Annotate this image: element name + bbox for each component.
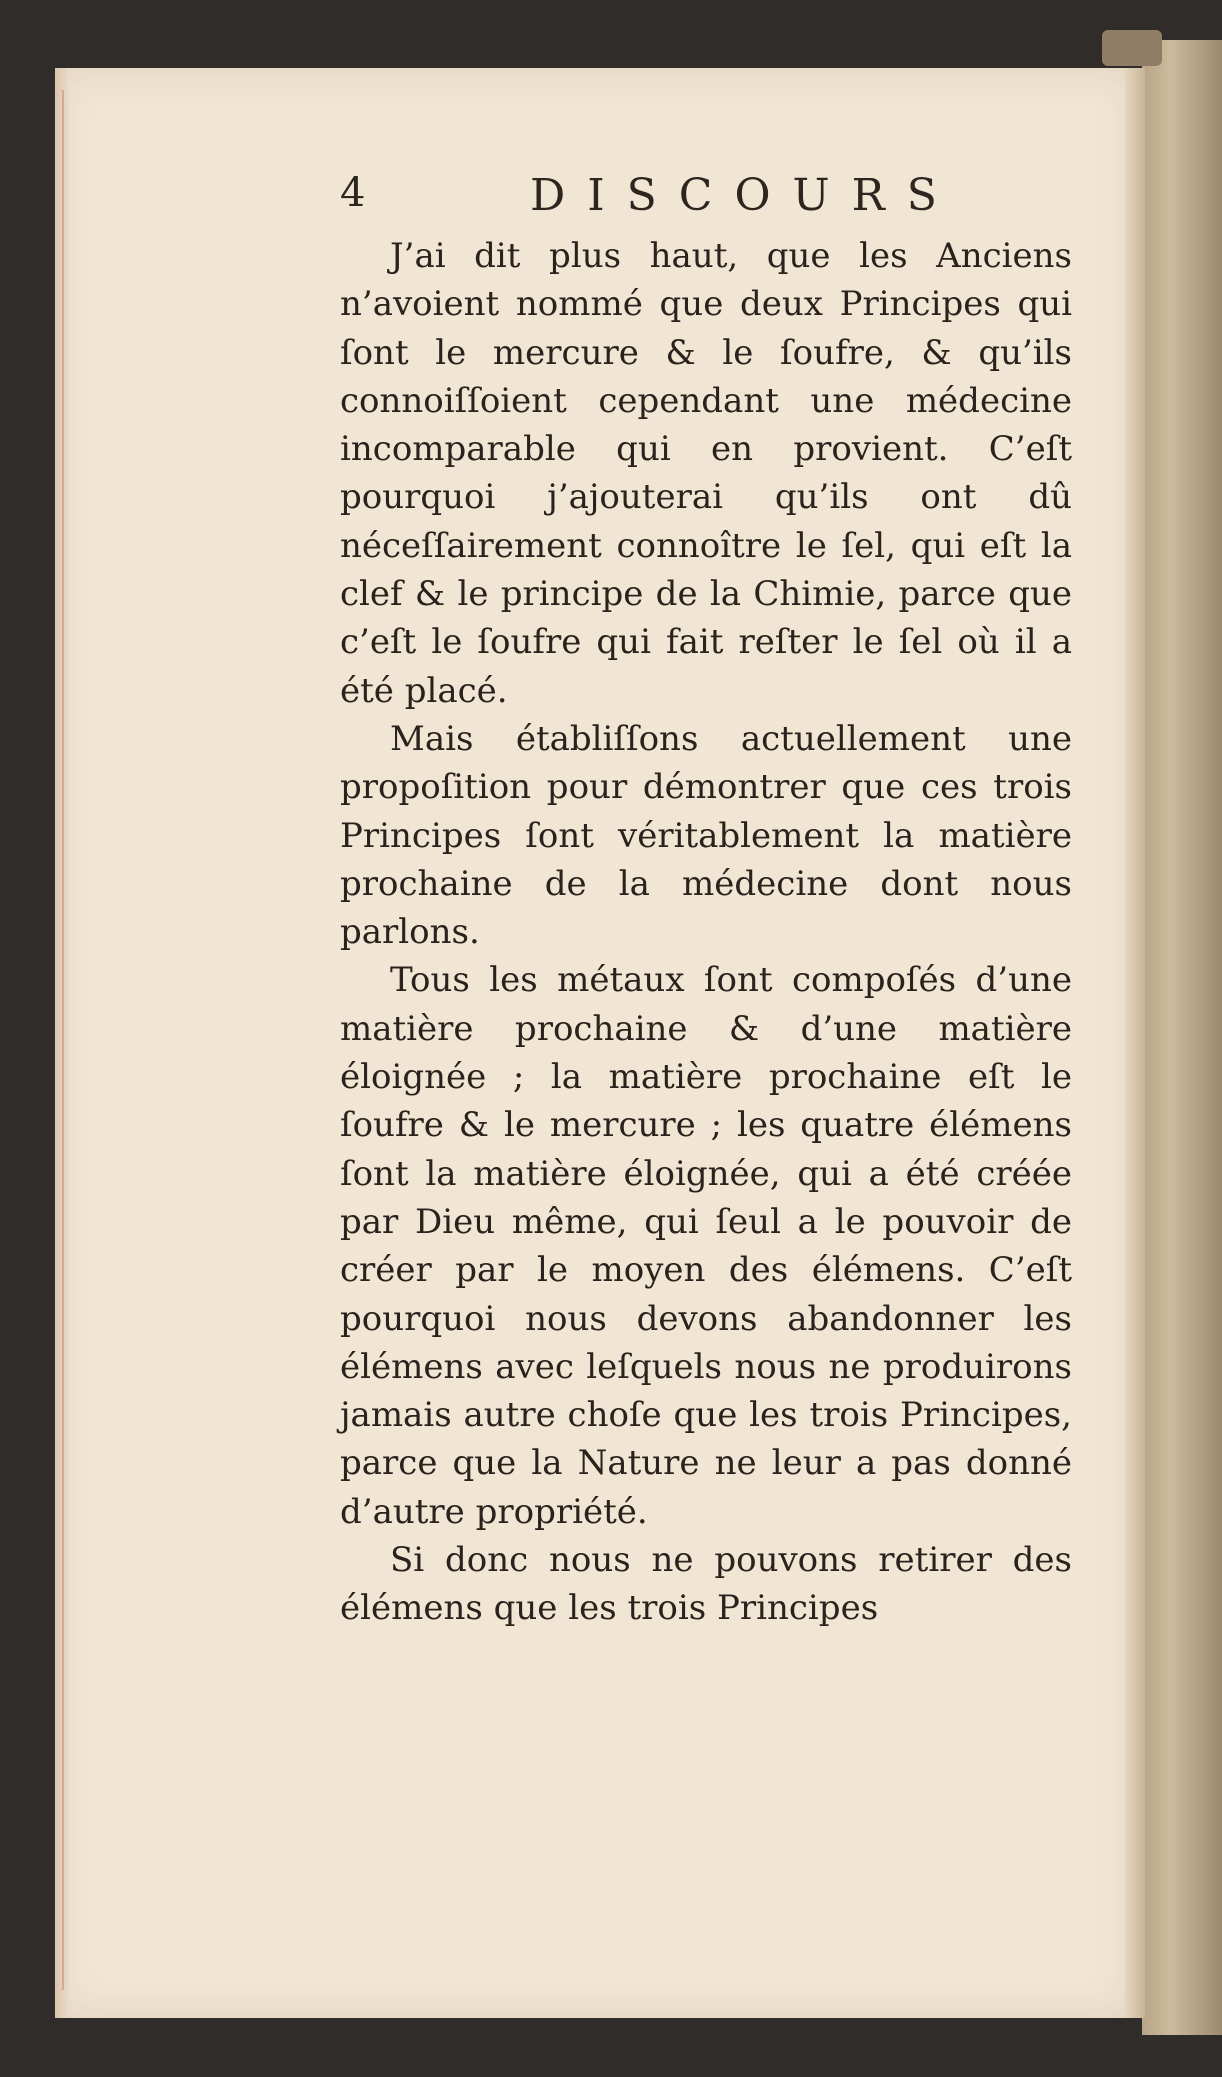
page-number: 4: [340, 170, 366, 216]
body-text: [340, 232, 1072, 1633]
page-header: [340, 170, 1080, 230]
paragraph-2: Mais établiſſons actuellement une propoſition pour démontrer que ces trois Principes ſont véritablement la matière prochaine de la médecine dont nous parlons.: [340, 718, 1072, 953]
paragraph-1: J’ai dit plus haut, que les Anciens n’avoient nommé que deux Principes qui ſont le mercure & le ſoufre, & qu’ils connoiſſoient cependant une médecine incomparable qui en provient. C’eſt pourquoi j’ajouterai qu’ils ont dû néceſſairement connoître le ſel, qui eſt la clef & le principe de la Chimie, parce que c’eſt le ſoufre qui fait reſter le ſel où il a été placé.: [340, 236, 1072, 711]
red-margin-rule: [62, 90, 64, 1990]
paragraph-3: Tous les métaux ſont compoſés d’une matière prochaine & d’une matière éloignée ; la matière prochaine eſt le ſoufre & le mercure ; les quatre élémens ſont la matière éloignée, qui a été créée par Dieu même, qui ſeul a le pouvoir de créer par le moyen des élémens. C’eſt pourquoi nous devons abandonner les élémens avec leſquels nous ne produirons jamais autre choſe que les trois Principes, parce que la Nature ne leur a pas donné d’autre propriété.: [340, 960, 1072, 1532]
running-head: DISCOURS: [530, 170, 959, 221]
book-spine: [1142, 40, 1222, 2035]
paragraph-4: Si donc nous ne pouvons retirer des élémens que les trois Principes: [340, 1540, 1072, 1629]
book-headband: [1102, 30, 1162, 66]
page-fore-edge: [1125, 68, 1145, 2018]
